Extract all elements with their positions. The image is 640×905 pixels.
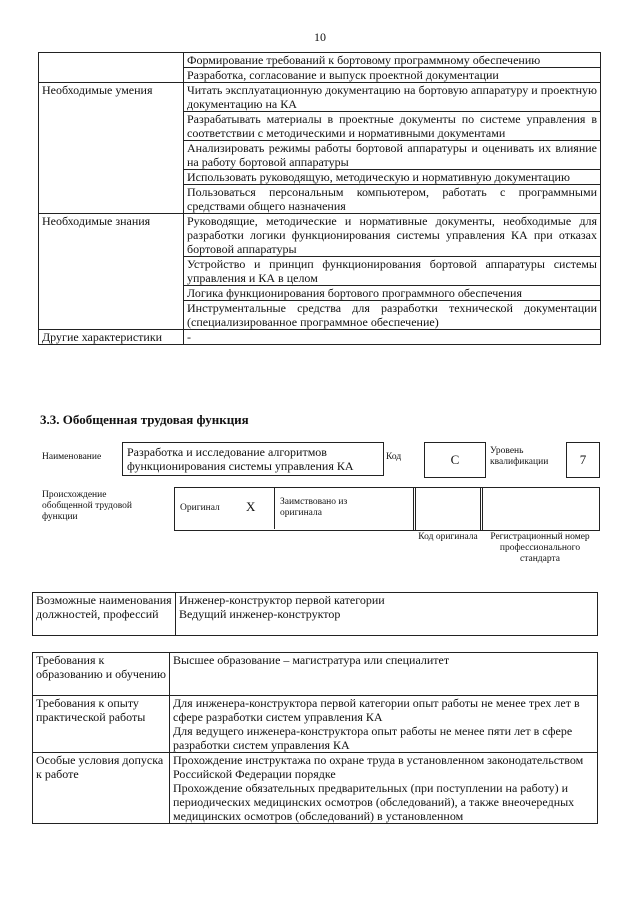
code-label: Код: [386, 452, 402, 462]
origin-label: Происхождение обобщенной трудовой функции: [42, 490, 132, 522]
cell: Использовать руководящую, методическую и нормативную документацию: [184, 170, 601, 185]
cell: [170, 696, 598, 753]
cell: Разрабатывать материалы в проектные документы по системе управления в соответствии с методическими и нормативными документами: [184, 112, 601, 141]
row-label: Требования к опыту практической работы: [33, 696, 170, 753]
cell: [176, 593, 598, 636]
row-label: Особые условия допуска к работе: [33, 753, 170, 824]
table-row: [39, 53, 601, 68]
requirement-item: Для инженера-конструктора первой категории опыт работы не менее трех лет в сфере разработки систем управления КА: [173, 696, 580, 724]
row-label: Возможные наименования должностей, профессий: [33, 593, 176, 636]
cell: Руководящие, методические и нормативные документы, необходимые для разработки логики функционирования системы управления КА при отказах бортовой аппаратуры: [184, 214, 601, 257]
requirements-table: [32, 652, 598, 824]
position-item: Ведущий инженер-конструктор: [179, 607, 341, 621]
row-label: [39, 53, 184, 83]
row-label: Необходимые знания: [39, 214, 184, 330]
position-item: Инженер-конструктор первой категории: [179, 593, 385, 607]
cell: -: [184, 330, 601, 345]
reg-number-box: [480, 487, 600, 531]
gtf-code-value: C: [424, 442, 486, 478]
table-row: [39, 330, 601, 345]
requirement-item: Прохождение обязательных предварительных (при поступлении на работу) и периодических медицинских осмотров (обследований), а также внеочередных медицинских осмотров (обследований) в установленном: [173, 781, 575, 823]
requirement-item: Прохождение инструктажа по охране труда в установленном законодательством Российской Федерации порядке: [173, 753, 584, 781]
code-original-box: [413, 487, 483, 531]
row-label: Необходимые умения: [39, 83, 184, 214]
cell: Логика функционирования бортового программного обеспечения: [184, 286, 601, 301]
cell: Анализировать режимы работы бортовой аппаратуры и оценивать их влияние на работу бортовой аппаратуры: [184, 141, 601, 170]
table-row: [39, 214, 601, 257]
code-original-label: Код оригинала: [418, 532, 478, 542]
cell: [170, 753, 598, 824]
divider: [274, 487, 275, 529]
table-row: [33, 696, 598, 753]
page-number: 10: [314, 30, 326, 44]
original-mark: X: [246, 499, 256, 514]
row-label: Требования к образованию и обучению: [33, 653, 170, 696]
row-label: Другие характеристики: [39, 330, 184, 345]
cell: Устройство и принцип функционирования бортовой аппаратуры системы управления и КА в целом: [184, 257, 601, 286]
name-label: Наименование: [42, 452, 102, 462]
table-row: [33, 653, 598, 696]
table-row: [39, 83, 601, 112]
skills-knowledge-table: [38, 52, 601, 345]
table-row: [33, 753, 598, 824]
cell: Формирование требований к бортовому программному обеспечению: [184, 53, 601, 68]
section-heading: 3.3. Обобщенная трудовая функция: [40, 412, 249, 427]
gtf-name-value: Разработка и исследование алгоритмов функционирования системы управления КА: [122, 442, 384, 476]
level-label: Уровень квалификации: [490, 446, 549, 467]
cell: Инструментальные средства для разработки технической документации (специализированное программное обеспечение): [184, 301, 601, 330]
original-label: Оригинал: [180, 503, 220, 513]
table-row: [33, 593, 598, 636]
cell: Читать эксплуатационную документацию на бортовую аппаратуру и проектную документацию на КА: [184, 83, 601, 112]
cell: Разработка, согласование и выпуск проектной документации: [184, 68, 601, 83]
cell: Пользоваться персональным компьютером, работать с программными средствами общего назначения: [184, 185, 601, 214]
positions-table: [32, 592, 598, 636]
cell: Высшее образование – магистратура или специалитет: [170, 653, 598, 696]
reg-number-label: Регистрационный номер профессионального стандарта: [490, 532, 590, 564]
requirement-item: Для ведущего инженера-конструктора опыт работы не менее пяти лет в сфере разработки систем управления КА: [173, 724, 573, 752]
borrowed-label: Заимствовано из оригинала: [280, 497, 348, 518]
gtf-level-value: 7: [566, 442, 600, 478]
